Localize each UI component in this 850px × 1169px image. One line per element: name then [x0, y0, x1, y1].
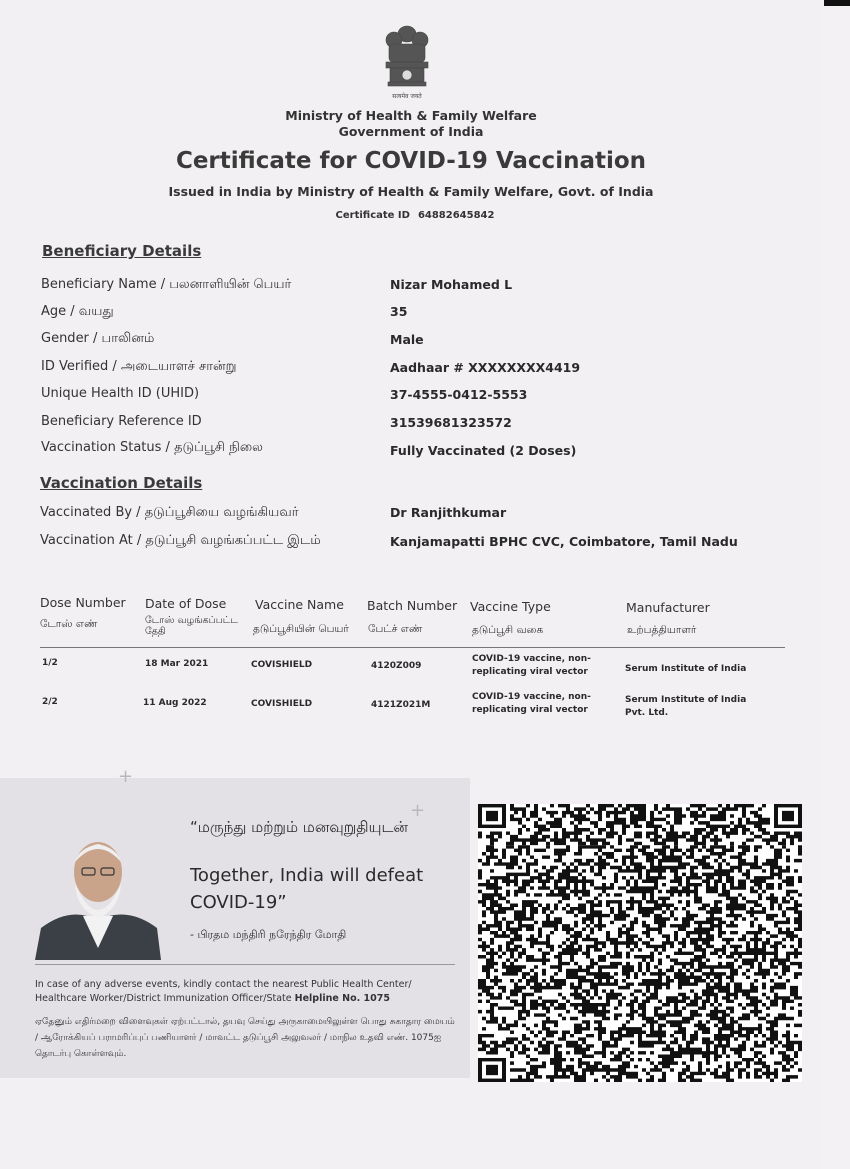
beneficiary-heading: Beneficiary Details — [42, 242, 202, 260]
scan-edge — [824, 0, 850, 6]
id-verified-value: Aadhaar # XXXXXXXX4419 — [390, 360, 581, 375]
beneficiary-reference-value: 31539681323572 — [390, 415, 512, 430]
certificate-id-label: Certificate ID — [335, 210, 410, 221]
helpline-text — [35, 978, 455, 1006]
vaccine-name: COVISHIELD — [251, 699, 313, 709]
qr-modules — [478, 804, 802, 1082]
vaccination-status-label: Vaccination Status / தடுப்பூசி நிலை — [41, 440, 263, 455]
quote-tamil: “மருந்து மற்றும் மனவுறுதியுடன் — [190, 818, 408, 836]
beneficiary-name-value: Nizar Mohamed L — [390, 277, 513, 292]
col-date-of-dose: Date of Dose — [145, 596, 227, 611]
age-value: 35 — [390, 304, 408, 319]
quote-attribution: - பிரதம மந்திரி நரேந்திர மோதி — [190, 928, 347, 941]
uhid-value: 37-4555-0412-5553 — [390, 387, 528, 402]
qr-finder-pattern — [782, 811, 794, 821]
dose-number: 1/2 — [42, 658, 58, 668]
quote-english: Together, India will defeat COVID-19” — [190, 865, 424, 913]
qr-finder-pattern — [486, 1065, 498, 1075]
national-emblem-icon — [380, 22, 434, 106]
col-batch-number: Batch Number — [367, 598, 458, 613]
plus-decoration-icon: + — [410, 800, 426, 821]
uhid-label: Unique Health ID (UHID) — [41, 386, 200, 401]
government-name: Government of India — [338, 124, 484, 139]
qr-finder-pattern — [486, 811, 498, 821]
col-manufacturer-ta: உற்பத்தியாளர் — [627, 624, 697, 636]
dose-number: 2/2 — [42, 697, 58, 707]
vaccinated-by-label: Vaccinated By / தடுப்பூசியை வழங்கியவர் — [40, 505, 299, 520]
beneficiary-reference-label: Beneficiary Reference ID — [41, 414, 202, 429]
helpline-tamil: ஏதேனும் எதிர்மறை விளைவுகள் ஏற்பட்டால், தயவு செய்து அருகாமையிலுள்ள பொது சுகாதார மையம் / ஆரோக்கியப் பராமரிப்புப் பணியாளர் / மாவட்ட தடுப்பூசி அலுவலர் / மாநில உதவி எண். 1075ஐ தொடர்பு கொள்ளவும். — [35, 1017, 455, 1059]
vaccine-type: COVID-19 vaccine, non-replicating viral vector — [472, 692, 591, 715]
col-dose-number: Dose Number — [40, 595, 126, 610]
col-dose-number-ta: டோஸ் எண் — [40, 618, 98, 630]
vaccination-at-label: Vaccination At / தடுப்பூசி வழங்கப்பட்ட இடம் — [40, 533, 321, 548]
col-vaccine-type: Vaccine Type — [470, 599, 551, 614]
id-verified-label: ID Verified / அடையாளச் சான்று — [41, 359, 237, 374]
batch-number: 4120Z009 — [371, 661, 422, 671]
col-vaccine-type-ta: தடுப்பூசி வகை — [472, 624, 544, 636]
col-vaccine-name: Vaccine Name — [255, 597, 344, 612]
vaccine-name: COVISHIELD — [251, 660, 313, 670]
page-title: Certificate for COVID-19 Vaccination — [175, 148, 647, 174]
manufacturer: Serum Institute of India Pvt. Ltd. — [625, 695, 747, 718]
vaccination-heading: Vaccination Details — [40, 474, 203, 492]
helpline-english: In case of any adverse events, kindly contact the nearest Public Health Center/ Healthcare Worker/District Immunization Officer/State — [35, 979, 412, 1004]
table-divider — [40, 647, 785, 648]
col-vaccine-name-ta: தடுப்பூசியின் பெயர் — [253, 623, 349, 635]
certificate-id-line — [0, 210, 822, 221]
manufacturer: Serum Institute of India — [625, 664, 747, 674]
vaccine-type: COVID-19 vaccine, non-replicating viral vector — [472, 654, 591, 677]
batch-number: 4121Z021M — [371, 700, 431, 710]
ministry-name: Ministry of Health & Family Welfare — [285, 108, 537, 123]
certificate-id-value: 64882645842 — [417, 210, 495, 221]
beneficiary-name-label: Beneficiary Name / பலனாளியின் பெயர் — [41, 277, 292, 292]
dose-date: 18 Mar 2021 — [145, 659, 209, 669]
col-manufacturer: Manufacturer — [626, 600, 710, 615]
gender-value: Male — [390, 332, 424, 347]
issued-by: Issued in India by Ministry of Health & Family Welfare, Govt. of India — [168, 184, 654, 199]
emblem-caption: सत्यमेव जयते — [392, 93, 422, 100]
gender-label: Gender / பாலினம் — [41, 331, 155, 346]
vaccinated-by-value: Dr Ranjithkumar — [390, 505, 507, 520]
vaccination-at-value: Kanjamapatti BPHC CVC, Coimbatore, Tamil Nadu — [390, 534, 738, 549]
helpline-number: Helpline No. 1075 — [294, 993, 390, 1004]
col-date-of-dose-ta: டோஸ் வழங்கப்பட்ட தேதி — [145, 615, 238, 637]
prime-minister-portrait — [35, 832, 161, 960]
banner-divider — [35, 964, 455, 965]
age-label: Age / வயது — [41, 304, 114, 319]
qr-code — [478, 804, 802, 1082]
dose-date: 11 Aug 2022 — [143, 698, 207, 708]
vaccination-status-value: Fully Vaccinated (2 Doses) — [390, 443, 577, 458]
col-batch-number-ta: பேட்ச் எண் — [368, 623, 423, 635]
plus-decoration-icon: + — [118, 766, 134, 787]
